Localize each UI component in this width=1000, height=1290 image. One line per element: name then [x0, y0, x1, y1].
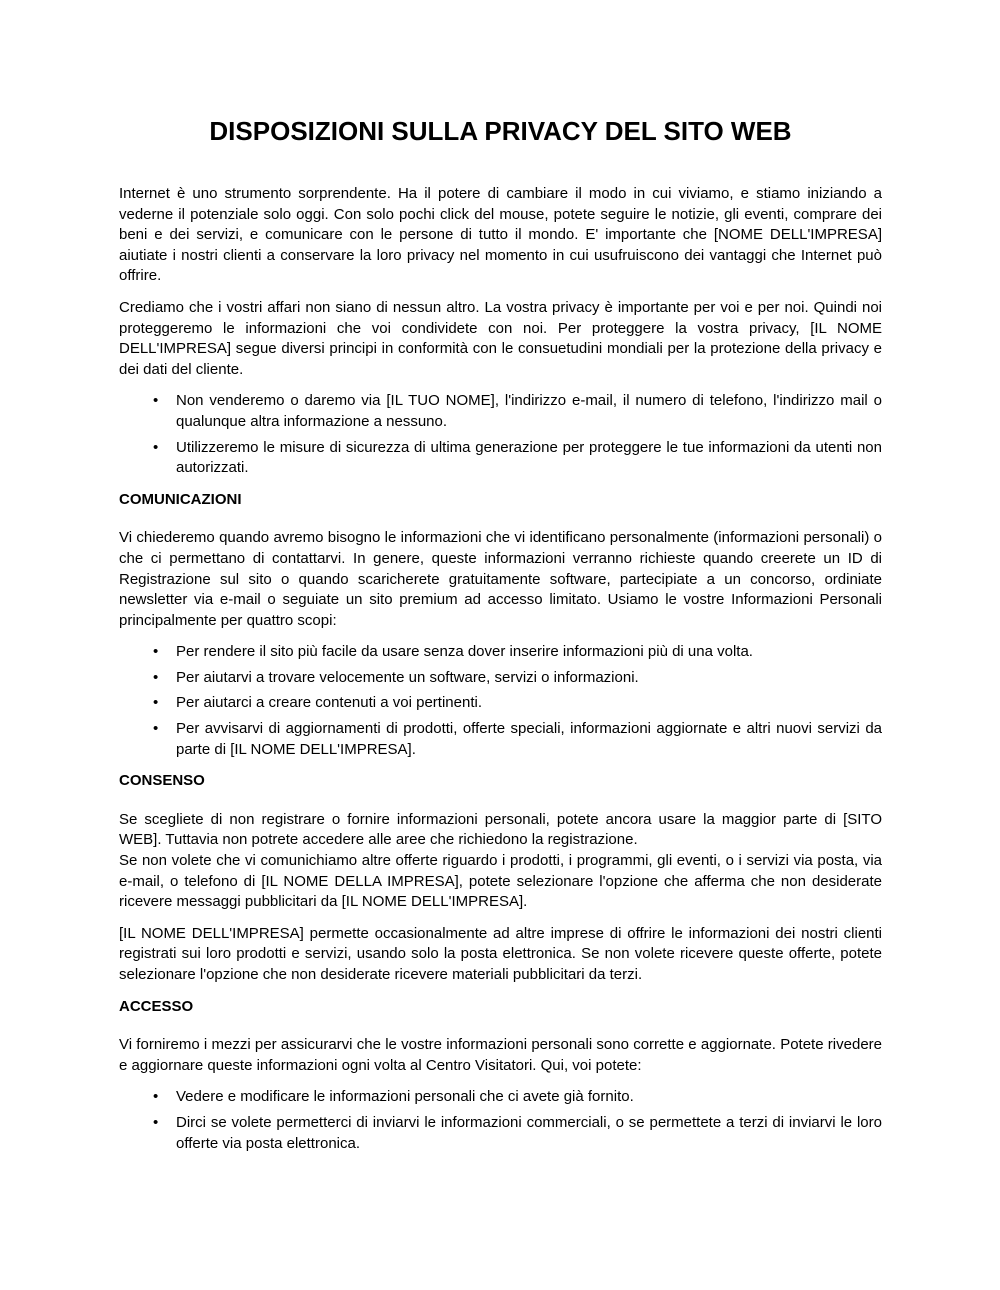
- section-heading-comunicazioni: COMUNICAZIONI: [119, 490, 242, 508]
- accesso-bullet-list: [119, 1087, 882, 1154]
- comunicazioni-bullet-list: [119, 642, 882, 760]
- bullet-item: • Vedere e modificare le informazioni personali che ci avete già fornito.: [119, 1087, 882, 1108]
- bullet-item: • Per avvisarvi di aggiornamenti di prodotti, offerte speciali, informazioni aggiornate e altri nuovi servizi da parte di [IL NOME DELL'IMPRESA].: [119, 719, 882, 760]
- consenso-paragraph-line-2: Se non volete che vi comunichiamo altre offerte riguardo i prodotti, i programmi, gli eventi, o i servizi via posta, via e-mail, o telefono di [IL NOME DELLA IMPRESA], potete selezionare l'opzione che afferma che non desiderate ricevere messaggi pubblicitari da [IL NOME DELL'IMPRESA].: [119, 852, 882, 911]
- bullet-item: • Dirci se volete permetterci di inviarvi le informazioni commerciali, o se permettete a terzi di inviarvi le loro offerte via posta elettronica.: [119, 1113, 882, 1154]
- intro-paragraph-1: Internet è uno strumento sorprendente. Ha il potere di cambiare il modo in cui viviamo, e stiamo iniziando a vederne il potenziale solo oggi. Con solo pochi click del mouse, potete seguire le notizie, gli eventi, comprare dei beni e dei servizi, e comunicare con le persone di tutto il mondo. E' importante che [NOME DELL'IMPRESA] aiutiate i nostri clienti a conservare la loro privacy nel momento in cui usufruiscono dei vantaggi che Internet può offrire.: [119, 185, 882, 285]
- bullet-item: • Utilizzeremo le misure di sicurezza di ultima generazione per proteggere le tue informazioni da utenti non autorizzati.: [119, 438, 882, 479]
- bullet-item: • Per rendere il sito più facile da usare senza dover inserire informazioni più di una volta.: [119, 642, 882, 663]
- bullet-item: • Per aiutarci a creare contenuti a voi pertinenti.: [119, 693, 882, 714]
- consenso-paragraph-2: [IL NOME DELL'IMPRESA] permette occasionalmente ad altre imprese di offrire le informazioni dei nostri clienti registrati sui loro prodotti e servizi, usando solo la posta elettronica. Se non volete ricevere queste offerte, potete selezionare l'opzione che non desiderate ricevere materiali pubblicitari da terzi.: [119, 924, 882, 983]
- section-heading-accesso: ACCESSO: [119, 997, 194, 1015]
- comunicazioni-paragraph: Vi chiederemo quando avremo bisogno le informazioni che vi identificano personalmente (informazioni personali) o che ci permettano di contattarvi. In genere, queste informazioni verranno richieste quando creerete un ID di Registrazione sul sito o quando scaricherete gratuitamente software, partecipiate a un concorso, ordiniate newsletter via e-mail o seguiate un sito premium ad accesso limitato. Usiamo le vostre Informazioni Personali principalmente per quattro scopi:: [119, 529, 882, 629]
- document-title: DISPOSIZIONI SULLA PRIVACY DEL SITO WEB: [209, 116, 792, 146]
- bullet-item: • Per aiutarvi a trovare velocemente un software, servizi o informazioni.: [119, 668, 882, 689]
- accesso-paragraph: Vi forniremo i mezzi per assicurarvi che le vostre informazioni personali sono corrette e aggiornate. Potete rivedere e aggiornare queste informazioni ogni volta al Centro Visitatori. Qui, voi potete:: [119, 1036, 882, 1074]
- intro-paragraph-2: Crediamo che i vostri affari non siano di nessun altro. La vostra privacy è importante per voi e per noi. Quindi noi proteggeremo le informazioni che voi condividete con noi. Per proteggere la vostra privacy, [IL NOME DELL'IMPRESA] segue diversi principi in conformità con le consuetudini mondiali per la protezione della privacy e dei dati del cliente.: [119, 298, 882, 378]
- bullet-item: • Non venderemo o daremo via [IL TUO NOME], l'indirizzo e-mail, il numero di telefono, l'indirizzo mail o qualunque altra informazione a nessuno.: [119, 391, 882, 432]
- intro-bullet-list: [119, 391, 882, 478]
- consenso-paragraph-line-1: Se scegliete di non registrare o fornire informazioni personali, potete ancora usare la maggior parte di [SITO WEB]. Tuttavia non potrete accedere alle aree che richiedono la registrazione.: [119, 810, 882, 849]
- section-heading-consenso: CONSENSO: [119, 772, 205, 790]
